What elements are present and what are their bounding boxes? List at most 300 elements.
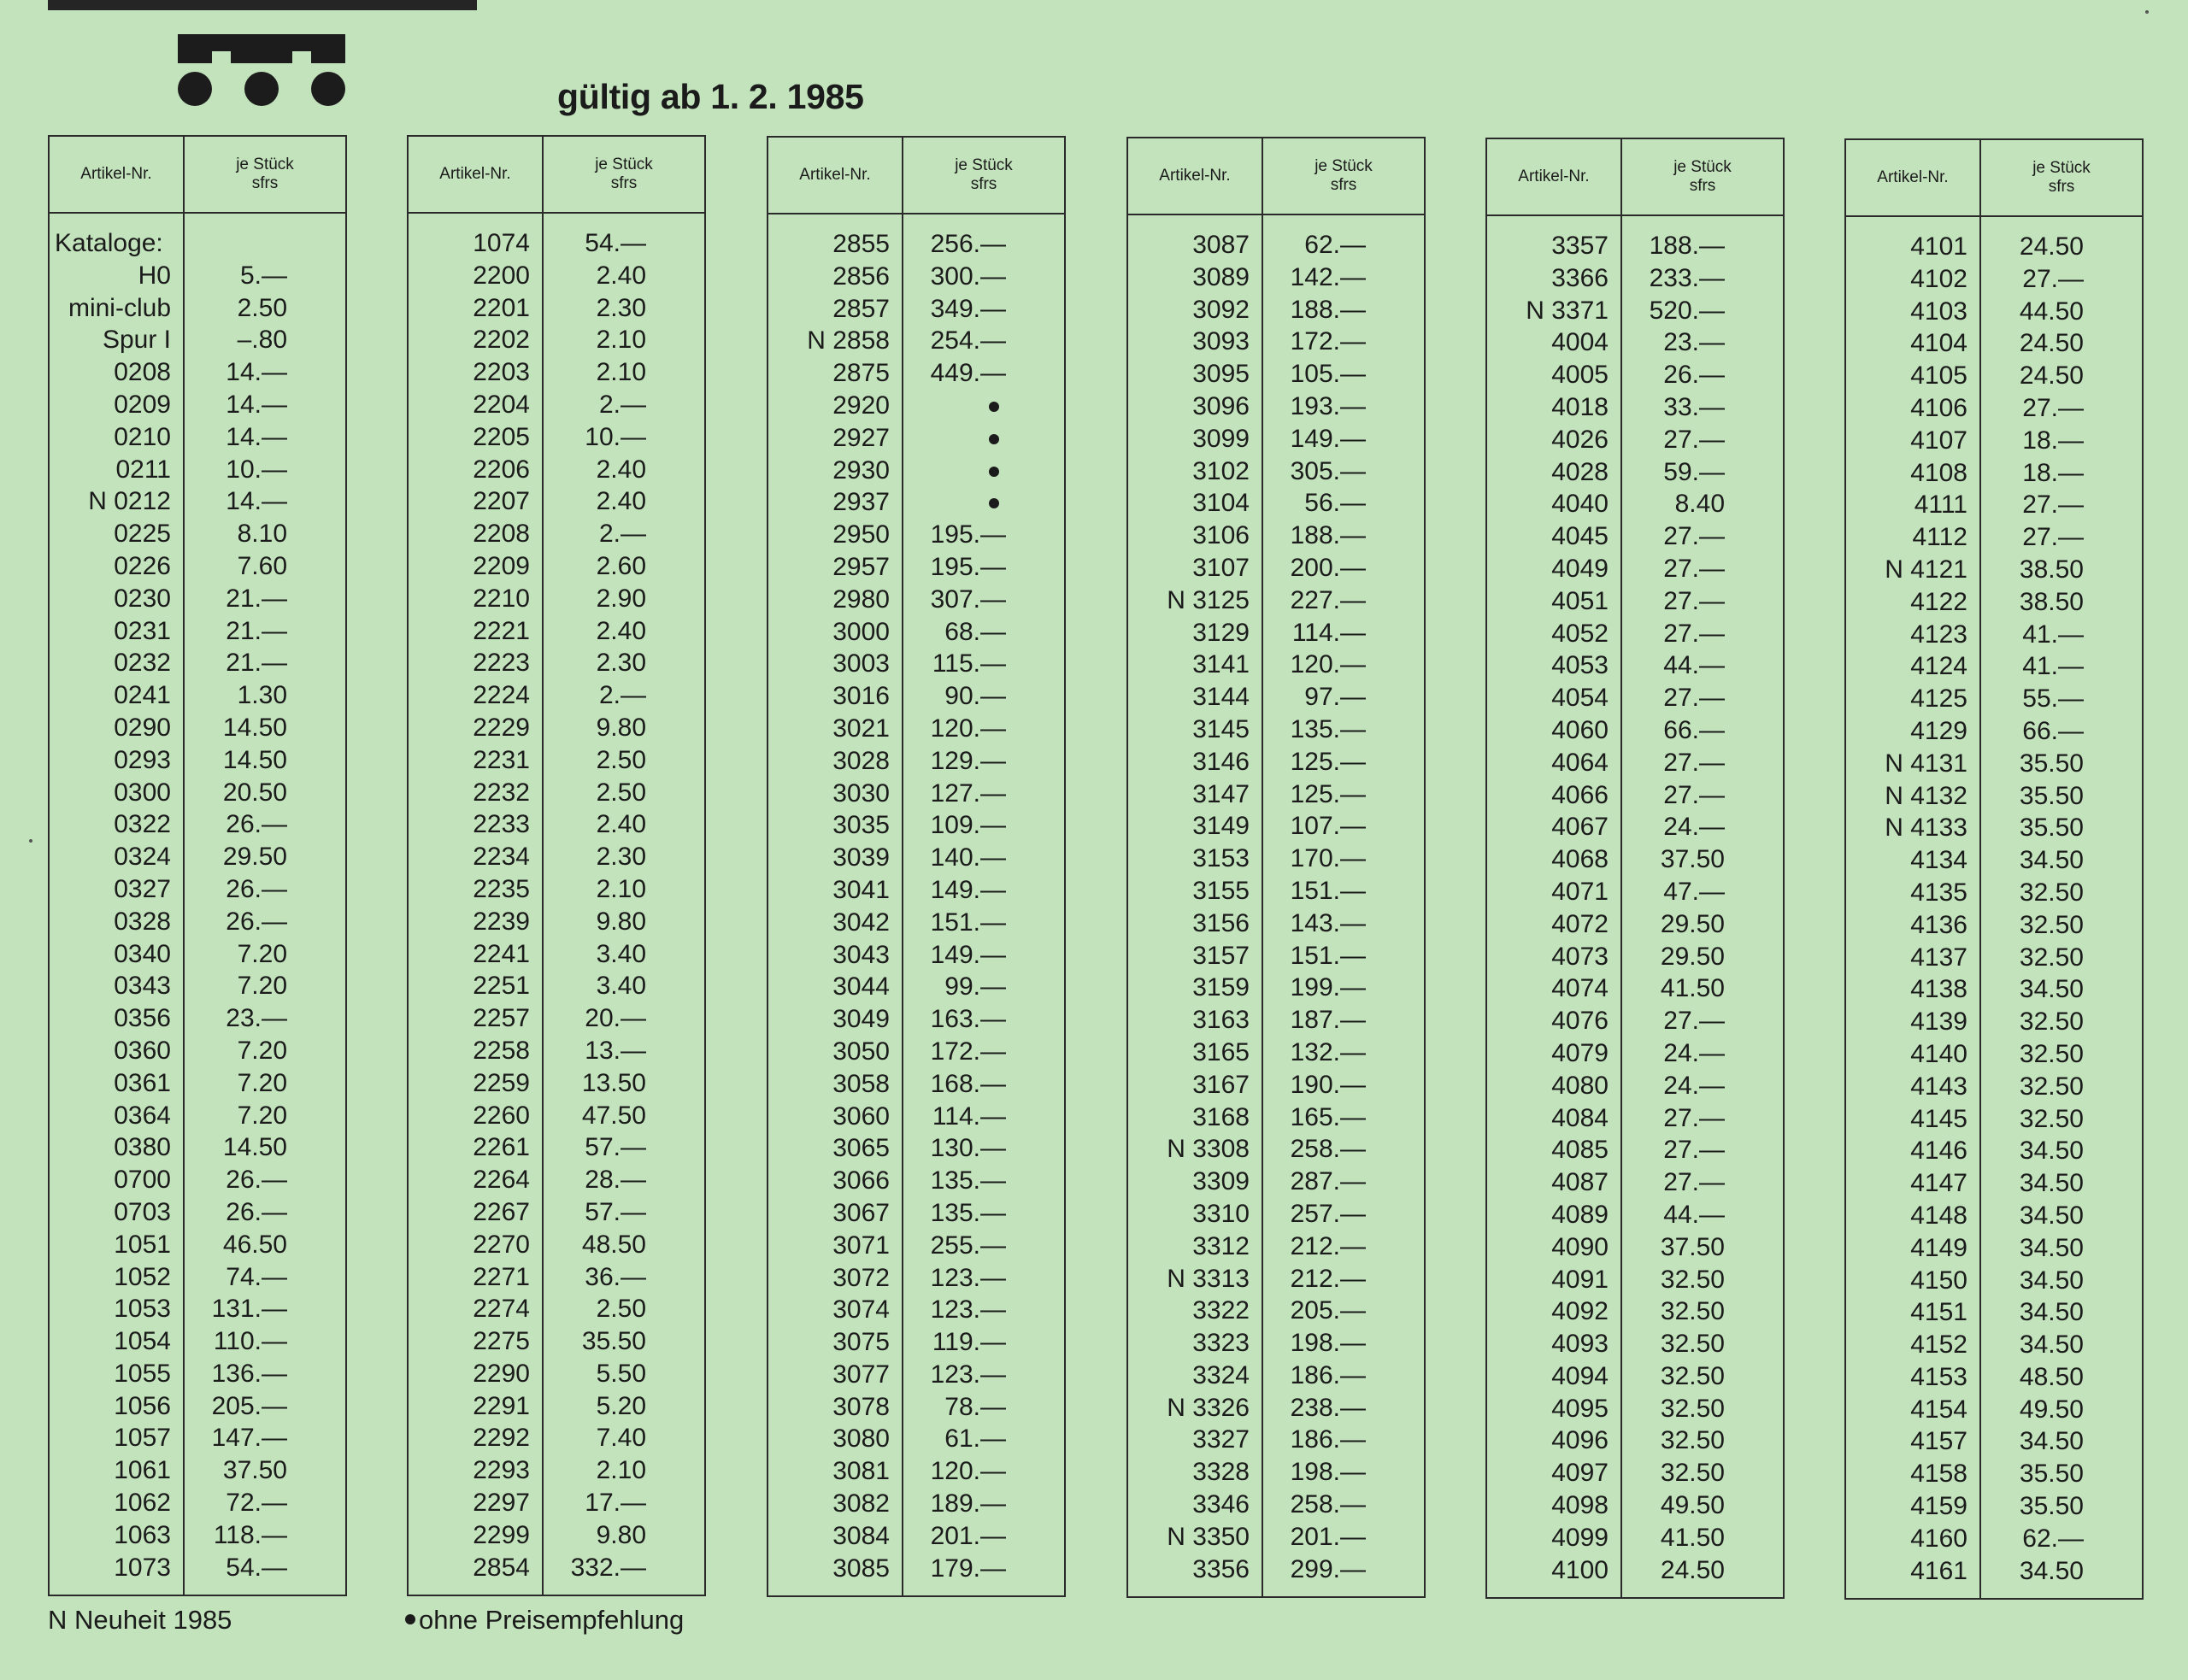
table-row xyxy=(768,1455,1064,1488)
price-value: 110.— xyxy=(213,1327,287,1356)
article-number: 3144 xyxy=(1192,683,1250,712)
price-value: 7.40 xyxy=(596,1424,646,1453)
article-number: 2857 xyxy=(832,294,890,323)
article-number: 4140 xyxy=(1910,1039,1967,1068)
table-row xyxy=(50,1035,345,1067)
price-value: 2.40 xyxy=(596,810,646,839)
table-row xyxy=(768,745,1064,778)
table-row xyxy=(50,1519,345,1552)
article-number: 4087 xyxy=(1551,1168,1609,1197)
article-number: 2241 xyxy=(473,939,530,968)
article-number: 4122 xyxy=(1910,587,1967,616)
price-value: 127.— xyxy=(930,778,1006,808)
price-value: 21.— xyxy=(226,584,287,613)
table-row xyxy=(409,1390,704,1423)
article-number: 3030 xyxy=(832,778,890,808)
price-value: 255.— xyxy=(930,1231,1006,1260)
price-value: 23.— xyxy=(1663,328,1725,357)
price-value: 125.— xyxy=(1290,779,1366,808)
price-value: 32.50 xyxy=(1660,1265,1725,1294)
header-price-line2: sfrs xyxy=(2048,178,2075,196)
price-value: 135.— xyxy=(930,1166,1006,1195)
price-value: 32.50 xyxy=(1660,1297,1725,1326)
article-number: 2290 xyxy=(473,1359,530,1388)
table-body xyxy=(50,227,345,1583)
article-number: 0356 xyxy=(114,1004,171,1033)
article-number: 1056 xyxy=(114,1391,171,1420)
article-number: 4102 xyxy=(1910,264,1967,293)
table-row xyxy=(1846,1555,2142,1588)
table-row xyxy=(409,1487,704,1519)
article-number: 3106 xyxy=(1192,521,1250,550)
table-row xyxy=(1487,359,1783,391)
price-value: 44.50 xyxy=(2019,297,2084,326)
table-row xyxy=(1846,1296,2142,1329)
article-number: 2224 xyxy=(473,681,530,710)
table-row xyxy=(768,1294,1064,1326)
article-number: N 0212 xyxy=(88,487,171,516)
table-row xyxy=(409,260,704,292)
table-row xyxy=(768,584,1064,616)
article-number: 4085 xyxy=(1551,1136,1609,1165)
table-row xyxy=(409,679,704,712)
price-value: 61.— xyxy=(944,1424,1006,1454)
article-number: 4094 xyxy=(1551,1361,1609,1390)
price-value: 149.— xyxy=(930,940,1006,969)
table-row xyxy=(1846,619,2142,651)
table-row xyxy=(50,421,345,454)
article-number: 0340 xyxy=(114,939,171,968)
article-number: 1051 xyxy=(114,1230,171,1259)
article-number: N 3326 xyxy=(1167,1393,1250,1422)
price-value: 41.— xyxy=(2022,620,2084,649)
table-row xyxy=(1487,908,1783,941)
table-row xyxy=(1128,908,1424,940)
price-value: 125.— xyxy=(1290,747,1366,776)
table-row xyxy=(1846,296,2142,328)
article-number: 3035 xyxy=(832,811,890,840)
price-value: 78.— xyxy=(944,1392,1006,1421)
article-number: N 4131 xyxy=(1885,749,1967,778)
article-number: N 3308 xyxy=(1167,1135,1250,1164)
price-value: 5.20 xyxy=(596,1391,646,1420)
article-number: 2257 xyxy=(473,1004,530,1033)
price-value: 114.— xyxy=(1291,618,1366,647)
article-number: 2920 xyxy=(832,391,890,420)
article-number: N 4133 xyxy=(1885,814,1967,843)
price-table-5 xyxy=(1485,138,1785,1599)
article-number: 4123 xyxy=(1910,620,1967,649)
legend-new-note: N Neuheit 1985 xyxy=(48,1605,232,1635)
article-number: 4095 xyxy=(1551,1394,1609,1423)
article-number: 0231 xyxy=(114,616,171,645)
price-value: 2.— xyxy=(598,390,646,419)
price-value: 149.— xyxy=(1290,424,1366,453)
price-value: 68.— xyxy=(944,617,1006,646)
price-value: 26.— xyxy=(226,810,287,839)
price-value: 90.— xyxy=(944,682,1006,711)
bullet-icon xyxy=(405,1614,415,1624)
table-row xyxy=(1846,554,2142,586)
paper-speck xyxy=(29,839,32,843)
article-number: 2930 xyxy=(832,455,890,485)
article-number: 3067 xyxy=(832,1198,890,1227)
article-number: 3322 xyxy=(1192,1296,1250,1325)
article-number: 3072 xyxy=(832,1263,890,1292)
price-value: 172.— xyxy=(1290,327,1366,356)
price-value: 188.— xyxy=(1290,295,1366,324)
price-value: 198.— xyxy=(1290,1329,1366,1358)
price-value: 135.— xyxy=(1290,714,1366,743)
article-number: 4079 xyxy=(1551,1038,1609,1067)
price-value: 151.— xyxy=(1290,876,1366,905)
header-price-line1: je Stück xyxy=(236,156,294,173)
table-row xyxy=(768,680,1064,713)
article-number: 2293 xyxy=(473,1456,530,1485)
table-row xyxy=(1128,714,1424,746)
table-row xyxy=(50,389,345,421)
article-number: 2299 xyxy=(473,1520,530,1549)
article-number: mini-club xyxy=(68,293,171,322)
price-value: 3.40 xyxy=(596,972,646,1001)
table-row xyxy=(768,1036,1064,1068)
price-value: 129.— xyxy=(930,746,1006,775)
table-row xyxy=(1487,714,1783,747)
table-row xyxy=(409,421,704,454)
legend-no-price-label: ohne Preisempfehlung xyxy=(419,1605,685,1635)
header-price xyxy=(1981,140,2142,215)
article-number: 2270 xyxy=(473,1230,530,1259)
price-value: 5.— xyxy=(239,261,287,290)
table-row xyxy=(768,842,1064,874)
price-value: 29.50 xyxy=(1660,909,1725,938)
price-value: 7.20 xyxy=(237,939,287,968)
article-number: 4136 xyxy=(1910,910,1967,939)
price-value: 17.— xyxy=(585,1489,646,1518)
table-row xyxy=(1846,942,2142,974)
article-number: 4045 xyxy=(1551,522,1609,551)
article-number: 4076 xyxy=(1551,1007,1609,1036)
table-row xyxy=(50,615,345,648)
table-header xyxy=(1846,140,2142,217)
price-value: 29.50 xyxy=(222,843,287,872)
article-number: 2201 xyxy=(473,293,530,322)
article-number: 4108 xyxy=(1910,458,1967,487)
table-header xyxy=(768,138,1064,214)
article-number: 4067 xyxy=(1551,813,1609,842)
article-number: 4096 xyxy=(1551,1426,1609,1455)
price-value: 29.50 xyxy=(1660,942,1725,971)
table-row xyxy=(50,1487,345,1519)
price-value: 27.— xyxy=(2022,264,2084,293)
article-number: 3087 xyxy=(1192,231,1250,259)
table-row xyxy=(1846,425,2142,457)
price-value: 132.— xyxy=(1290,1037,1366,1066)
article-number: 4158 xyxy=(1910,1460,1967,1489)
price-value: 74.— xyxy=(226,1262,287,1291)
article-number: 2210 xyxy=(473,584,530,613)
price-value: 34.50 xyxy=(2019,1266,2084,1295)
table-row xyxy=(1846,1232,2142,1265)
paper-speck xyxy=(2145,10,2149,14)
article-number: 4146 xyxy=(1910,1137,1967,1166)
article-number: N 4121 xyxy=(1885,555,1967,584)
table-row xyxy=(768,874,1064,907)
article-number: 3153 xyxy=(1192,844,1250,873)
table-row xyxy=(50,841,345,873)
price-value: 55.— xyxy=(2022,684,2084,714)
table-row xyxy=(1128,940,1424,972)
price-value: 66.— xyxy=(1663,715,1725,744)
price-value: 2.50 xyxy=(596,745,646,774)
article-number: 1063 xyxy=(114,1520,171,1549)
price-value: 201.— xyxy=(1290,1522,1366,1551)
table-row xyxy=(1487,456,1783,489)
article-number: 3129 xyxy=(1192,618,1250,647)
price-value: 2.— xyxy=(598,681,646,710)
article-number: 3107 xyxy=(1192,553,1250,582)
table-row xyxy=(1846,1167,2142,1200)
price-value: 305.— xyxy=(1290,456,1366,485)
article-number: 3310 xyxy=(1192,1199,1250,1228)
price-value: 32.50 xyxy=(1660,1459,1725,1488)
price-value: 32.50 xyxy=(1660,1361,1725,1390)
table-row xyxy=(768,1230,1064,1262)
price-value: 24.50 xyxy=(2019,232,2084,261)
price-value: 13.— xyxy=(585,1036,646,1065)
header-price-line1: je Stück xyxy=(1315,157,1373,175)
price-value: 18.— xyxy=(2022,458,2084,487)
price-value: 32.50 xyxy=(2019,910,2084,939)
price-value: 38.50 xyxy=(2019,587,2084,616)
table-row xyxy=(1128,1133,1424,1166)
article-number: 4040 xyxy=(1551,490,1609,519)
price-value: 332.— xyxy=(570,1553,646,1582)
article-number: 4093 xyxy=(1551,1330,1609,1359)
table-row xyxy=(768,228,1064,261)
article-number: 2267 xyxy=(473,1197,530,1226)
price-value: 201.— xyxy=(930,1521,1006,1550)
article-number: 1074 xyxy=(473,229,530,257)
price-value: 48.50 xyxy=(581,1230,646,1259)
table-row xyxy=(1846,973,2142,1006)
article-number: 2258 xyxy=(473,1036,530,1065)
article-number: 3356 xyxy=(1192,1554,1250,1583)
table-row xyxy=(1128,1456,1424,1489)
table-row xyxy=(409,1552,704,1584)
article-number: 4052 xyxy=(1551,619,1609,648)
price-value: 24.50 xyxy=(2019,329,2084,358)
article-number: 2206 xyxy=(473,455,530,484)
article-number: 4159 xyxy=(1910,1492,1967,1521)
article-number: 0324 xyxy=(114,843,171,872)
price-value: 14.— xyxy=(226,422,287,451)
article-number: 2233 xyxy=(473,810,530,839)
table-row xyxy=(1128,1037,1424,1069)
article-number: 2235 xyxy=(473,874,530,903)
article-number: 4018 xyxy=(1551,392,1609,421)
price-value: 27.— xyxy=(1663,619,1725,648)
price-value: 105.— xyxy=(1290,360,1366,389)
table-row xyxy=(1487,488,1783,520)
article-number: 2260 xyxy=(473,1101,530,1130)
table-row xyxy=(50,227,345,260)
train-wagon-logo-icon xyxy=(178,32,345,109)
article-number: 4080 xyxy=(1551,1071,1609,1100)
article-number: 4053 xyxy=(1551,651,1609,680)
price-value: 114.— xyxy=(932,1101,1006,1131)
table-row xyxy=(1487,1424,1783,1457)
table-row xyxy=(1846,715,2142,748)
article-number: 1062 xyxy=(114,1489,171,1518)
price-value: 32.50 xyxy=(2019,878,2084,907)
header-price-line2: sfrs xyxy=(610,174,638,192)
table-row xyxy=(1487,1328,1783,1360)
price-table-2 xyxy=(407,135,706,1596)
article-number: 2202 xyxy=(473,326,530,355)
table-row xyxy=(1846,1135,2142,1167)
price-value: 49.50 xyxy=(1660,1491,1725,1520)
price-value: 27.— xyxy=(1663,780,1725,809)
article-number: 4137 xyxy=(1910,943,1967,972)
price-value: 34.50 xyxy=(2019,1169,2084,1198)
no-price-bullet-icon xyxy=(989,434,999,444)
price-value: 34.50 xyxy=(2019,1556,2084,1585)
price-value: 62.— xyxy=(2022,1524,2084,1553)
table-row xyxy=(409,1229,704,1261)
price-value: 18.— xyxy=(2022,426,2084,455)
table-row xyxy=(1846,1103,2142,1136)
header-article-no: Artikel-Nr. xyxy=(1518,167,1590,185)
price-value: 123.— xyxy=(930,1263,1006,1292)
article-number: 0225 xyxy=(114,520,171,549)
table-row xyxy=(1487,779,1783,812)
table-row xyxy=(50,1552,345,1584)
price-value: 130.— xyxy=(930,1134,1006,1163)
price-value: 27.— xyxy=(1663,1136,1725,1165)
table-row xyxy=(1128,326,1424,358)
price-value: 170.— xyxy=(1290,844,1366,873)
price-value: 258.— xyxy=(1290,1490,1366,1519)
table-row xyxy=(1128,1198,1424,1231)
table-row xyxy=(1846,489,2142,521)
header-price-line1: je Stück xyxy=(2032,159,2091,177)
price-value: 163.— xyxy=(930,1005,1006,1034)
price-value: 2.10 xyxy=(596,874,646,903)
header-price-line2: sfrs xyxy=(1689,177,1716,195)
article-number: 2980 xyxy=(832,584,890,614)
article-number: 3074 xyxy=(832,1295,890,1325)
header-article-no: Artikel-Nr. xyxy=(1159,167,1231,185)
article-number: 4125 xyxy=(1910,684,1967,714)
article-number: 3093 xyxy=(1192,327,1250,356)
table-row xyxy=(50,1131,345,1164)
table-row xyxy=(50,1422,345,1454)
article-number: 4072 xyxy=(1551,909,1609,938)
price-value: 200.— xyxy=(1290,553,1366,582)
table-row xyxy=(409,647,704,679)
table-row xyxy=(1487,1134,1783,1166)
article-number: 4099 xyxy=(1551,1523,1609,1552)
article-number: 4090 xyxy=(1551,1232,1609,1261)
table-row xyxy=(1846,683,2142,715)
table-row xyxy=(768,1165,1064,1197)
price-value: 24.50 xyxy=(2019,361,2084,391)
price-value: 23.— xyxy=(226,1004,287,1033)
price-value: 38.50 xyxy=(2019,555,2084,584)
article-number: 3041 xyxy=(832,875,890,904)
article-number: 2854 xyxy=(473,1553,530,1582)
table-row xyxy=(1128,520,1424,552)
article-number: 3357 xyxy=(1551,232,1609,260)
article-number: 3085 xyxy=(832,1554,890,1583)
price-value: 165.— xyxy=(1290,1102,1366,1131)
header-price-line2: sfrs xyxy=(1330,176,1357,194)
table-row xyxy=(50,647,345,679)
article-number: 3060 xyxy=(832,1101,890,1131)
article-number: 3058 xyxy=(832,1069,890,1098)
article-number: 4153 xyxy=(1910,1362,1967,1391)
price-value: 47.— xyxy=(1663,877,1725,906)
article-number: 3159 xyxy=(1192,973,1250,1002)
price-value: 47.50 xyxy=(581,1101,646,1130)
price-value: 32.50 xyxy=(2019,943,2084,972)
header-price xyxy=(185,137,345,212)
table-row xyxy=(409,356,704,389)
table-row xyxy=(1487,972,1783,1005)
article-number: 4097 xyxy=(1551,1459,1609,1488)
article-number: 4071 xyxy=(1551,877,1609,906)
table-header xyxy=(1128,138,1424,215)
table-row xyxy=(1128,875,1424,908)
article-number: 1054 xyxy=(114,1327,171,1356)
article-number: 4074 xyxy=(1551,974,1609,1003)
price-value: 299.— xyxy=(1290,1554,1366,1583)
table-row xyxy=(409,808,704,841)
article-number: 4107 xyxy=(1910,426,1967,455)
price-value: 14.50 xyxy=(222,745,287,774)
table-row xyxy=(1846,1425,2142,1458)
price-value: 27.— xyxy=(1663,586,1725,615)
table-row xyxy=(50,454,345,486)
validity-title: gültig ab 1. 2. 1985 xyxy=(557,77,864,116)
price-value: 20.50 xyxy=(222,778,287,807)
table-row xyxy=(768,1003,1064,1036)
article-number: 3324 xyxy=(1192,1360,1250,1389)
table-row xyxy=(50,712,345,744)
table-row xyxy=(50,1358,345,1390)
table-row xyxy=(1128,1424,1424,1456)
table-row xyxy=(409,1454,704,1487)
table-row xyxy=(1487,295,1783,327)
header-price-line2: sfrs xyxy=(970,175,997,193)
price-value: 188.— xyxy=(1649,232,1725,260)
no-price-bullet-icon xyxy=(989,402,999,412)
article-number: 2251 xyxy=(473,972,530,1001)
table-row xyxy=(409,970,704,1002)
article-number: 0360 xyxy=(114,1036,171,1065)
table-row xyxy=(1846,263,2142,296)
table-row xyxy=(1846,327,2142,360)
price-value: 3.40 xyxy=(596,939,646,968)
price-value: 2.30 xyxy=(596,649,646,678)
article-number: 3156 xyxy=(1192,908,1250,937)
price-value: 7.60 xyxy=(237,551,287,580)
table-row xyxy=(409,1131,704,1164)
table-row xyxy=(1846,909,2142,942)
price-value: 57.— xyxy=(585,1197,646,1226)
table-row xyxy=(768,1068,1064,1101)
